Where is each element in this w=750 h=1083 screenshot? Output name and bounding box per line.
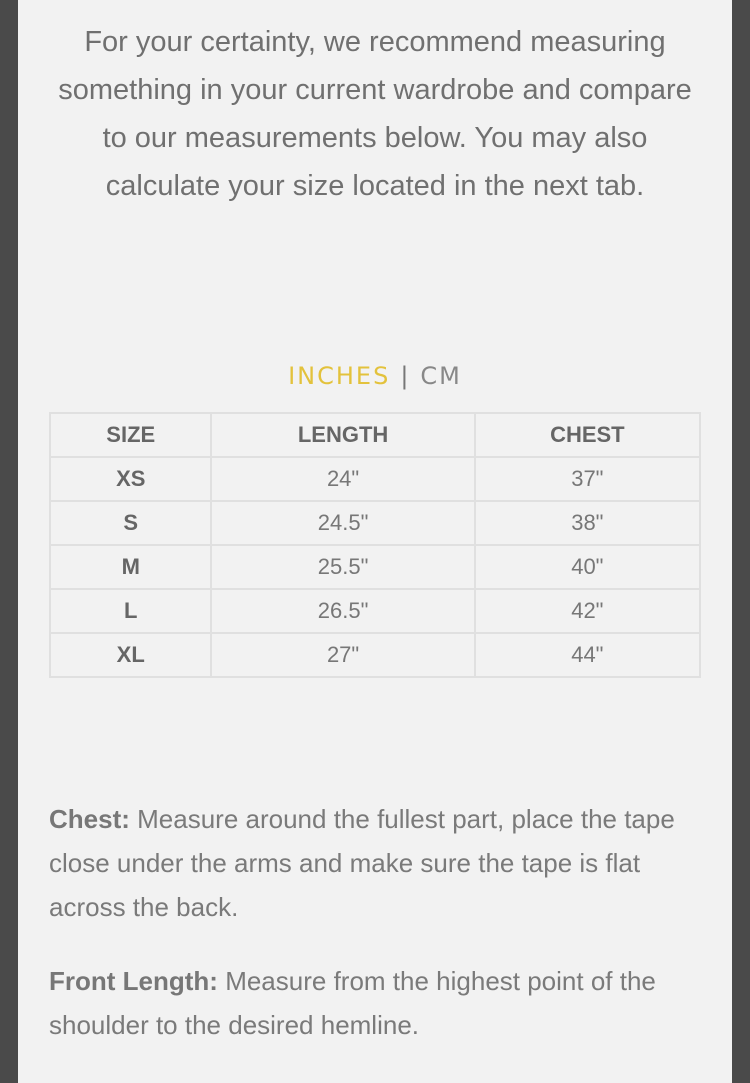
size-cell: S xyxy=(50,501,211,545)
length-cell: 26.5" xyxy=(211,589,474,633)
chest-term: Chest: xyxy=(49,804,130,834)
table-row xyxy=(50,501,700,545)
length-cell: 25.5" xyxy=(211,545,474,589)
chest-cell: 42" xyxy=(475,589,700,633)
chest-measure-guide xyxy=(49,797,689,929)
length-cell: 27" xyxy=(211,633,474,677)
table-row xyxy=(50,633,700,677)
front-length-term: Front Length: xyxy=(49,966,218,996)
unit-separator: | xyxy=(400,362,411,390)
chest-instructions: Measure around the fullest part, place the tape close under the arms and make sure the tape is flat across the back. xyxy=(49,804,675,922)
column-header-size: SIZE xyxy=(50,413,211,457)
intro-text: For your certainty, we recommend measuring something in your current wardrobe and compare to our measurements below. You may also calculate your size located in the next tab. xyxy=(58,26,692,202)
front-length-measure-guide xyxy=(49,959,689,1047)
chest-cell: 40" xyxy=(475,545,700,589)
column-header-chest: CHEST xyxy=(475,413,700,457)
size-chart-table xyxy=(49,412,701,678)
table-row xyxy=(50,589,700,633)
front-length-instructions: Measure from the highest point of the shoulder to the desired hemline. xyxy=(49,966,656,1040)
table-row xyxy=(50,457,700,501)
cm-toggle[interactable]: CM xyxy=(420,362,462,390)
size-cell: M xyxy=(50,545,211,589)
chest-cell: 38" xyxy=(475,501,700,545)
unit-toggle xyxy=(0,362,750,390)
length-cell: 24.5" xyxy=(211,501,474,545)
column-header-length: LENGTH xyxy=(211,413,474,457)
length-cell: 24" xyxy=(211,457,474,501)
chest-cell: 37" xyxy=(475,457,700,501)
size-cell: L xyxy=(50,589,211,633)
size-cell: XS xyxy=(50,457,211,501)
table-header-row xyxy=(50,413,700,457)
chest-cell: 44" xyxy=(475,633,700,677)
inches-toggle[interactable]: INCHES xyxy=(288,362,391,390)
size-cell: XL xyxy=(50,633,211,677)
table-row xyxy=(50,545,700,589)
